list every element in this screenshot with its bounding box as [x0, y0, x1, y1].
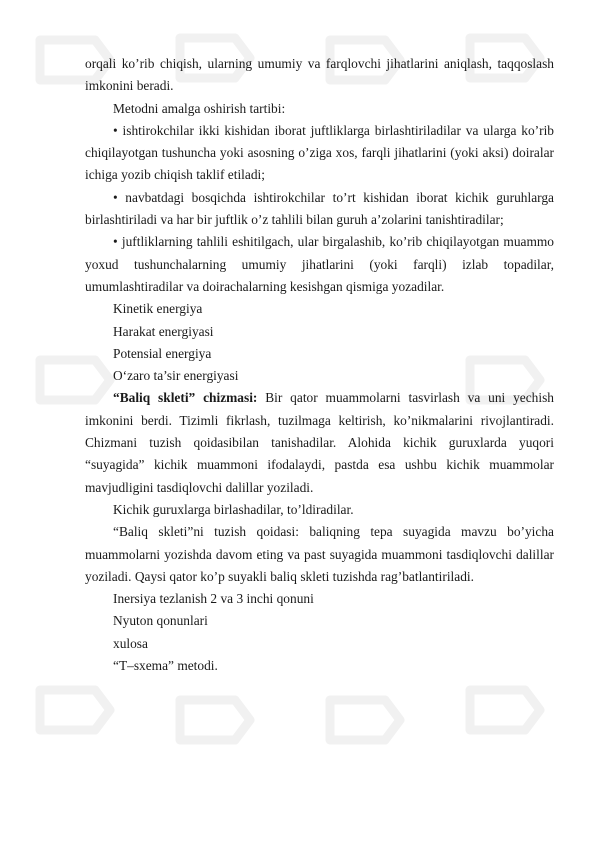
- paragraph-fishbone-diagram: [85, 387, 554, 498]
- line-motion-energy: Harakat energiyasi: [113, 323, 214, 339]
- line-small-groups: Kichik guruxlarga birlashadilar, to’ldiradilar.: [113, 501, 354, 517]
- watermark-shape: [40, 690, 110, 730]
- paragraph-bullet-2: • navbatdagi bosqichda ishtirokchilar to’rt kishidan iborat kichik guruhlarga birlashtiriladi va har bir juftlik o’z tahlili bilan guruh a’zolarini tanishtiradilar;: [85, 189, 554, 228]
- paragraph-method-heading: Metodni amalga oshirish tartibi:: [113, 100, 286, 116]
- paragraph-bullet-1: • ishtirokchilar ikki kishidan iborat juftliklarga birlashtiriladilar va ularga ko’rib chiqilayotgan tushuncha yoki asosning o’ziga xos, farqli jihatlarini (yoki aksi) doiralar ichiga yozib chiqish taklif etiladi;: [85, 122, 554, 183]
- fishbone-description: Bir qator muammolarni tasvirlash va uni yechish imkonini berdi. Tizimli fikrlash, tuzilmaga keltirish, ko’nikmalarini rivojlantiradi. Chizmani tuzish qoidasibilan tanishadilar. Alohida kichik guruxlarda yuqori “suyagida” kichik muammoni ifodalaydi, pastda esa ushbu kichik muammolar mavjudligini tasdiqlovchi dalillar yoziladi.: [85, 390, 554, 495]
- paragraph-intro-continuation: orqali ko’rib chiqish, ularning umumiy va farqlovchi jihatlarini aniqlash, taqqoslash imkonini beradi.: [85, 56, 554, 94]
- watermark-shape: [470, 690, 540, 730]
- line-conclusion: xulosa: [113, 635, 148, 651]
- paragraph-bullet-3: • juftliklarning tahlili eshitilgach, ular birgalashib, ko’rib chiqilayotgan muammo yoxud tushunchalarning umumiy jihatlarini (yoki farqli) izlab topadilar, umumlashtiradilar va doirachalarning kesishgan qismiga yozadilar.: [85, 234, 554, 294]
- paragraph-fishbone-rule: “Baliq skleti”ni tuzish qoidasi: baliqning tepa suyagida mavzu bo’yicha muammolarni yozishda davom eting va past suyagida muammoni tasdiqlovchi dalillar yoziladi. Qaysi qator ko’p suyakli baliq skleti tuzishda rag’batlantiriladi.: [85, 524, 554, 584]
- watermark-shape: [330, 700, 400, 740]
- line-kinetic-energy: Kinetik energiya: [113, 301, 203, 317]
- line-newton-laws: Nyuton qonunlari: [113, 613, 208, 629]
- line-t-scheme: “T–sxema” metodi.: [113, 658, 218, 674]
- watermark-shape: [180, 700, 250, 740]
- line-potential-energy: Potensial energiya: [113, 345, 212, 361]
- fishbone-title: “Baliq skleti” chizmasi:: [113, 390, 258, 406]
- line-inertia: Inersiya tezlanish 2 va 3 inchi qonuni: [113, 591, 314, 607]
- line-interaction-energy: O‘zaro ta’sir energiyasi: [113, 368, 239, 384]
- document-page: [85, 53, 554, 677]
